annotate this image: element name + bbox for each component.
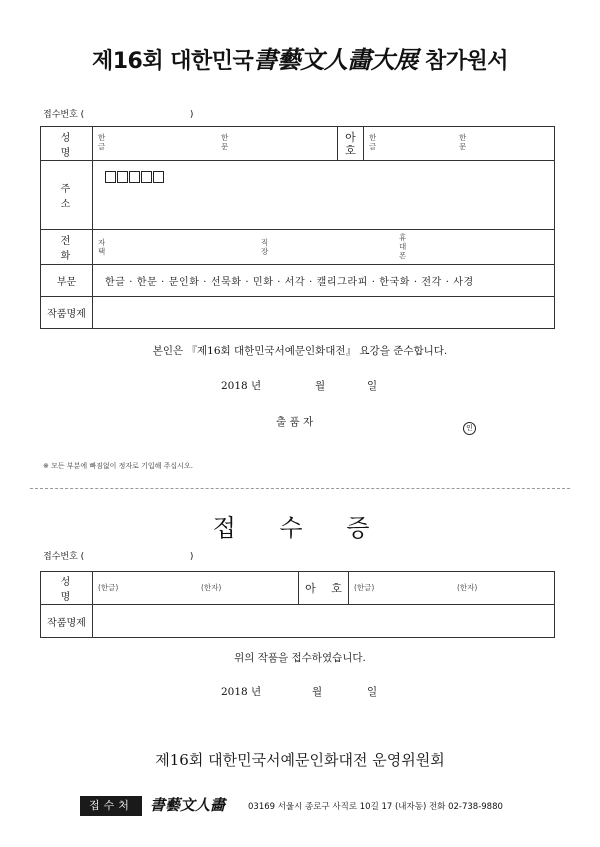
pledge-text: 본인은 『제16회 대한민국서예문인화대전』 요강을 준수합니다.: [152, 345, 448, 357]
address-label: 주 소: [41, 161, 93, 230]
calligraphy-logo: 書藝文人畵: [150, 796, 226, 814]
work-title-field[interactable]: [93, 297, 555, 329]
receipt-name-hangul-hint: (한글): [98, 583, 119, 592]
pen-hangul-hint: 한 글: [369, 133, 377, 151]
receipt-slip-number-line: [43, 549, 193, 562]
name-hanja-hint: 한 문: [221, 133, 229, 151]
instruction-note: ※ 모든 부분에 빠짐없이 정자로 기입해 주십시오.: [43, 462, 193, 470]
phone-work-hint: 직 장: [261, 238, 269, 256]
postal-box[interactable]: [105, 171, 116, 183]
applicant-label: 출 품 자: [276, 416, 314, 428]
organizer-name: 제16회 대한민국서예문인화대전 운영위원회: [155, 751, 445, 769]
title-calligraphy: 書藝文人畵: [253, 45, 371, 74]
phone-mobile-hint: 휴 대 폰: [399, 233, 407, 260]
receipt-work-title-label: 작품명제: [41, 605, 93, 638]
receipt-work-title-field[interactable]: [93, 605, 555, 638]
pen-name-label: 아 호: [338, 127, 364, 161]
title-big: 大展: [370, 45, 418, 74]
app-date-year: 2018 년: [221, 380, 262, 392]
category-options[interactable]: 한글 · 한문 · 문인화 · 선묵화 · 민화 · 서각 · 캘리그라피 · 한국화 · 전각 · 사경: [93, 265, 555, 297]
receipt-number-label: 접수번호 (: [43, 110, 85, 120]
pen-hanja-hint: 한 문: [459, 133, 467, 151]
category-label: 부문: [41, 265, 93, 297]
footer-address: 03169 서울시 종로구 사직로 10길 17 (내자동) 전화 02-738-9880: [248, 802, 503, 812]
receipt-pen-name-field[interactable]: [349, 572, 555, 605]
app-date-month: 월: [315, 380, 326, 392]
receipt-number-line: [43, 107, 193, 120]
receipt-name-hanja-hint: (한자): [201, 583, 222, 592]
pen-name-field[interactable]: [364, 127, 555, 161]
receipt-pen-hangul-hint: (한글): [354, 583, 375, 592]
application-table: [40, 126, 555, 329]
work-title-label: 작품명제: [41, 297, 93, 329]
name-field[interactable]: [93, 127, 338, 161]
address-field[interactable]: [93, 161, 555, 230]
cut-line-divider: [30, 488, 570, 489]
postal-code-boxes[interactable]: [105, 172, 165, 183]
receipt-date-month: 월: [312, 686, 323, 698]
postal-box[interactable]: [153, 171, 164, 183]
reception-badge: 접수처: [80, 796, 142, 816]
title-suffix: 참가원서: [424, 49, 508, 74]
phone-field[interactable]: [93, 230, 555, 265]
receipt-name-label: 성 명: [41, 572, 93, 605]
postal-box[interactable]: [129, 171, 140, 183]
seal-icon: 인: [463, 422, 476, 435]
app-date-day: 일: [367, 380, 378, 392]
postal-box[interactable]: [117, 171, 128, 183]
receipt-date-year: 2018 년: [221, 686, 262, 698]
receipt-date-day: 일: [367, 686, 378, 698]
phone-label: 전 화: [41, 230, 93, 265]
receipt-title: 접 수 증: [212, 514, 388, 542]
receipt-slip-number-label: 접수번호 (: [43, 552, 85, 562]
name-label: 성 명: [41, 127, 93, 161]
applicant-seal-mark[interactable]: [463, 415, 476, 435]
receipt-name-field[interactable]: [93, 572, 299, 605]
receipt-table: [40, 571, 555, 638]
phone-home-hint: 자 택: [98, 238, 106, 256]
receipt-slip-number-close: ): [189, 552, 194, 562]
receipt-pen-hanja-hint: (한자): [457, 583, 478, 592]
receipt-statement: 위의 작품을 접수하였습니다.: [234, 652, 366, 664]
form-title: [0, 40, 600, 75]
name-hangul-hint: 한 글: [98, 133, 106, 151]
receipt-pen-name-label: 아 호: [299, 572, 349, 605]
title-prefix: 제16회 대한민국: [92, 49, 254, 74]
postal-box[interactable]: [141, 171, 152, 183]
receipt-number-close: ): [189, 110, 194, 120]
